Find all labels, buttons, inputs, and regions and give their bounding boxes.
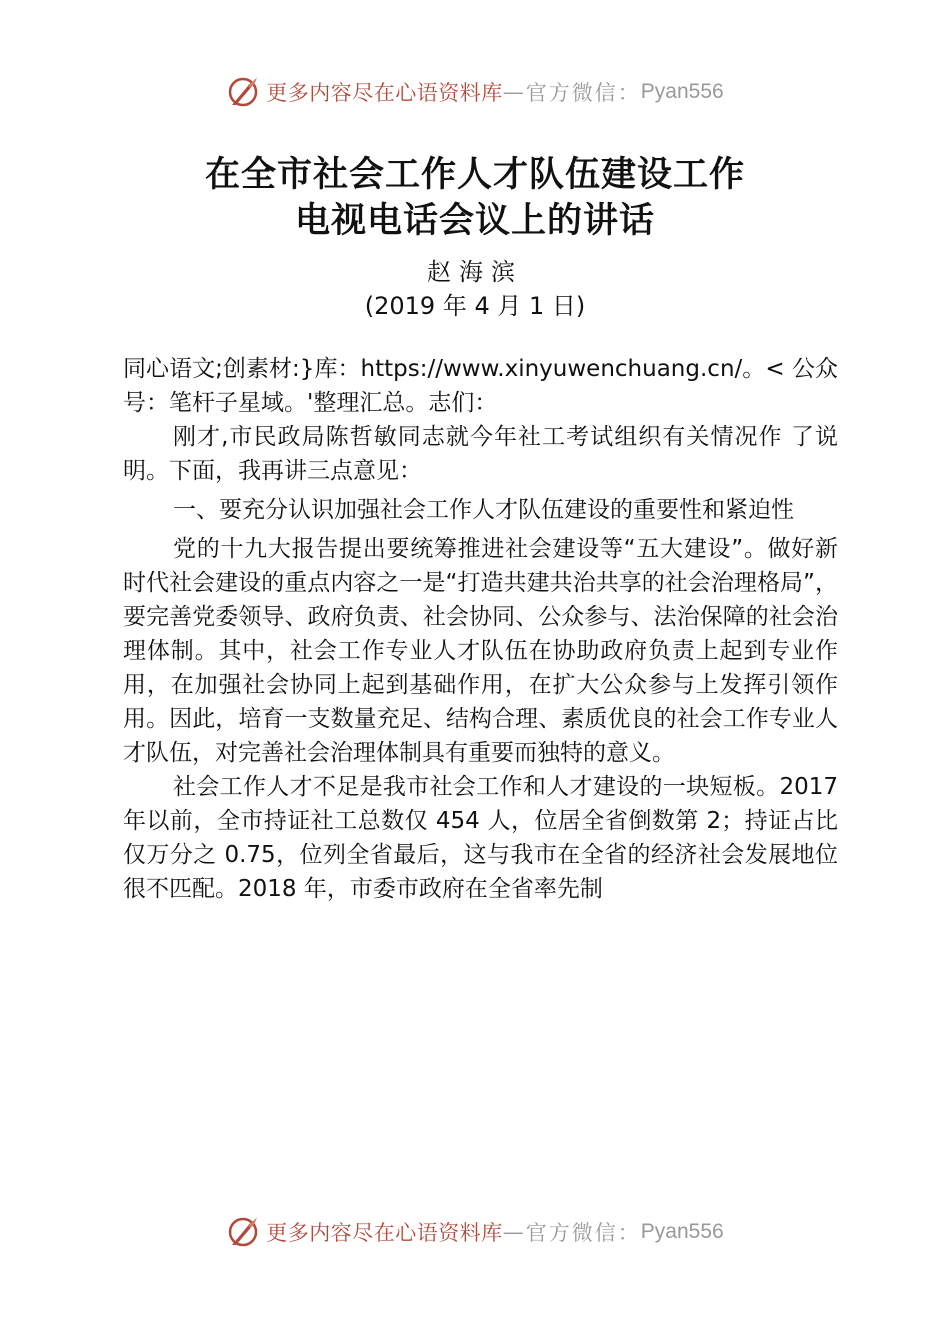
banner-dash: — — [502, 1220, 526, 1244]
quill-logo-icon — [226, 75, 260, 109]
document-body — [123, 352, 838, 906]
header-watermark-banner — [0, 70, 950, 114]
banner-wechat-id: Pyan556 — [640, 80, 724, 103]
banner-wechat-label: 官方微信： — [525, 1221, 641, 1245]
source-note-paragraph: 同心语文;创素材:}库：https://www.xinyuwenchuang.cn/。< 公众号：笔杆子星域。'整理汇总。志们： — [123, 356, 838, 416]
section-heading-1: 一、要充分认识加强社会工作人才队伍建设的重要性和紧迫性 — [173, 497, 794, 523]
banner-wechat-id: Pyan556 — [640, 1220, 724, 1243]
body-paragraph: 党的十九大报告提出要统筹推进社会建设等“五大建设”。做好新时代社会建设的重点内容之一是“打造共建共治共享的社会治理格局”，要完善党委领导、政府负责、社会协同、公众参与、法治保障的社会治理体制。其中，社会工作专业人才队伍在协助政府负责上起到专业作用，在加强社会协同上起到基础作用，在扩大公众参与上发挥引领作用。因此，培育一支数量充足、结构合理、素质优良的社会工作专业人才队伍，对完善社会治理体制具有重要而独特的意义。 — [123, 536, 838, 766]
footer-watermark-banner — [0, 1210, 950, 1254]
banner-text: 更多内容尽在心语资料库 — [266, 81, 503, 105]
banner-wechat-label: 官方微信： — [525, 81, 641, 105]
banner-dash: — — [502, 80, 526, 104]
opening-paragraph: 刚才,市民政局陈哲敏同志就今年社工考试组织有关情况作 了说明。下面，我再讲三点意见： — [123, 424, 838, 484]
banner-text: 更多内容尽在心语资料库 — [266, 1221, 503, 1245]
speech-date: (2019 年 4 月 1 日) — [364, 292, 586, 320]
document-title-line-2: 电视电话会议上的讲话 — [294, 200, 655, 241]
quill-logo-icon — [226, 1215, 260, 1249]
body-paragraph: 社会工作人才不足是我市社会工作和人才建设的一块短板。2017 年以前，全市持证社工总数仅 454 人，位居全省倒数第 2；持证占比仅万分之 0.75，位列全省最后，这与我市在全省的经济社会发展地位很不匹配。2018 年，市委市政府在全省率先制 — [123, 774, 838, 902]
author-name: 赵海滨 — [427, 258, 523, 286]
document-title-line-1: 在全市社会工作人才队伍建设工作 — [204, 154, 745, 195]
